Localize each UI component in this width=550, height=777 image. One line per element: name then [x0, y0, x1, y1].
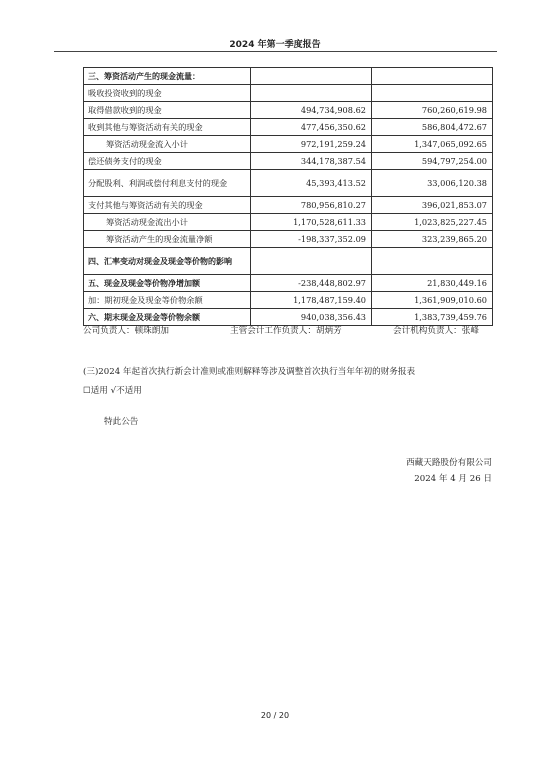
announcement-notice: 特此公告: [104, 417, 139, 427]
current-period-value: [251, 68, 372, 85]
applicability-status: ☐适用 √不适用: [83, 386, 142, 396]
table-row: [84, 197, 493, 214]
prior-period-value: 594,797,254.00: [372, 153, 493, 170]
accounting-org-label: 会计机构负责人：张峰: [393, 326, 479, 336]
prior-period-value: [372, 68, 493, 85]
prior-period-value: 1,361,909,010.60: [372, 292, 493, 309]
prior-period-value: 760,260,619.98: [372, 102, 493, 119]
table-row: [84, 214, 493, 231]
row-label: 三、筹资活动产生的现金流量：: [84, 68, 251, 85]
row-label: 吸收投资收到的现金: [84, 85, 251, 102]
table-row: [84, 275, 493, 292]
report-header-title: 2024 年第一季度报告: [229, 40, 321, 50]
prior-period-value: 1,383,739,459.76: [372, 309, 493, 326]
current-period-value: 45,393,413.52: [251, 170, 372, 197]
table-row: [84, 136, 493, 153]
table-row: [84, 153, 493, 170]
current-period-value: [251, 85, 372, 102]
current-period-value: 1,170,528,611.33: [251, 214, 372, 231]
row-label: 加：期初现金及现金等价物余额: [84, 292, 251, 309]
prior-period-value: 33,006,120.38: [372, 170, 493, 197]
prior-period-value: 586,804,472.67: [372, 119, 493, 136]
table-row: [84, 309, 493, 326]
row-label: 四、汇率变动对现金及现金等价物的影响: [84, 248, 251, 275]
current-period-value: 477,456,350.62: [251, 119, 372, 136]
company-name: 西藏天路股份有限公司: [406, 458, 492, 468]
prior-period-value: [372, 248, 493, 275]
table-row: [84, 102, 493, 119]
company-head-label: 公司负责人：顿珠朗加: [83, 326, 169, 336]
current-period-value: 940,038,356.43: [251, 309, 372, 326]
row-label: 取得借款收到的现金: [84, 102, 251, 119]
row-label: 五、现金及现金等价物净增加额: [84, 275, 251, 292]
row-label: 偿还债务支付的现金: [84, 153, 251, 170]
row-label: 收到其他与筹资活动有关的现金: [84, 119, 251, 136]
row-label: 筹资活动现金流出小计: [84, 214, 251, 231]
page-number: 20 / 20: [260, 711, 290, 720]
prior-period-value: 323,239,865.20: [372, 231, 493, 248]
row-label: 分配股利、利润或偿付利息支付的现金: [84, 170, 251, 197]
prior-period-value: [372, 85, 493, 102]
row-label: 六、期末现金及现金等价物余额: [84, 309, 251, 326]
header-divider: [54, 51, 497, 52]
table-row: [84, 119, 493, 136]
current-period-value: 494,734,908.62: [251, 102, 372, 119]
current-period-value: 972,191,259.24: [251, 136, 372, 153]
row-label: 支付其他与筹资活动有关的现金: [84, 197, 251, 214]
table-row: [84, 68, 493, 85]
cash-flow-table: [83, 67, 493, 326]
table-row: [84, 292, 493, 309]
row-label: 筹资活动现金流入小计: [84, 136, 251, 153]
report-date: 2024 年 4 月 26 日: [414, 474, 492, 484]
prior-period-value: 21,830,449.16: [372, 275, 493, 292]
section-3-heading: (三)2024 年起首次执行新会计准则或准则解释等涉及调整首次执行当年年初的财务报表: [83, 367, 416, 377]
current-period-value: [251, 248, 372, 275]
prior-period-value: 1,023,825,227.45: [372, 214, 493, 231]
table-row: [84, 170, 493, 197]
current-period-value: 1,178,487,159.40: [251, 292, 372, 309]
current-period-value: -198,337,352.09: [251, 231, 372, 248]
table-row: [84, 85, 493, 102]
prior-period-value: 1,347,065,092.65: [372, 136, 493, 153]
row-label: 筹资活动产生的现金流量净额: [84, 231, 251, 248]
current-period-value: 780,956,810.27: [251, 197, 372, 214]
table-row: [84, 231, 493, 248]
prior-period-value: 396,021,853.07: [372, 197, 493, 214]
current-period-value: -238,448,802.97: [251, 275, 372, 292]
accounting-head-label: 主管会计工作负责人：胡炳芳: [230, 326, 342, 336]
current-period-value: 344,178,387.54: [251, 153, 372, 170]
table-row: [84, 248, 493, 275]
